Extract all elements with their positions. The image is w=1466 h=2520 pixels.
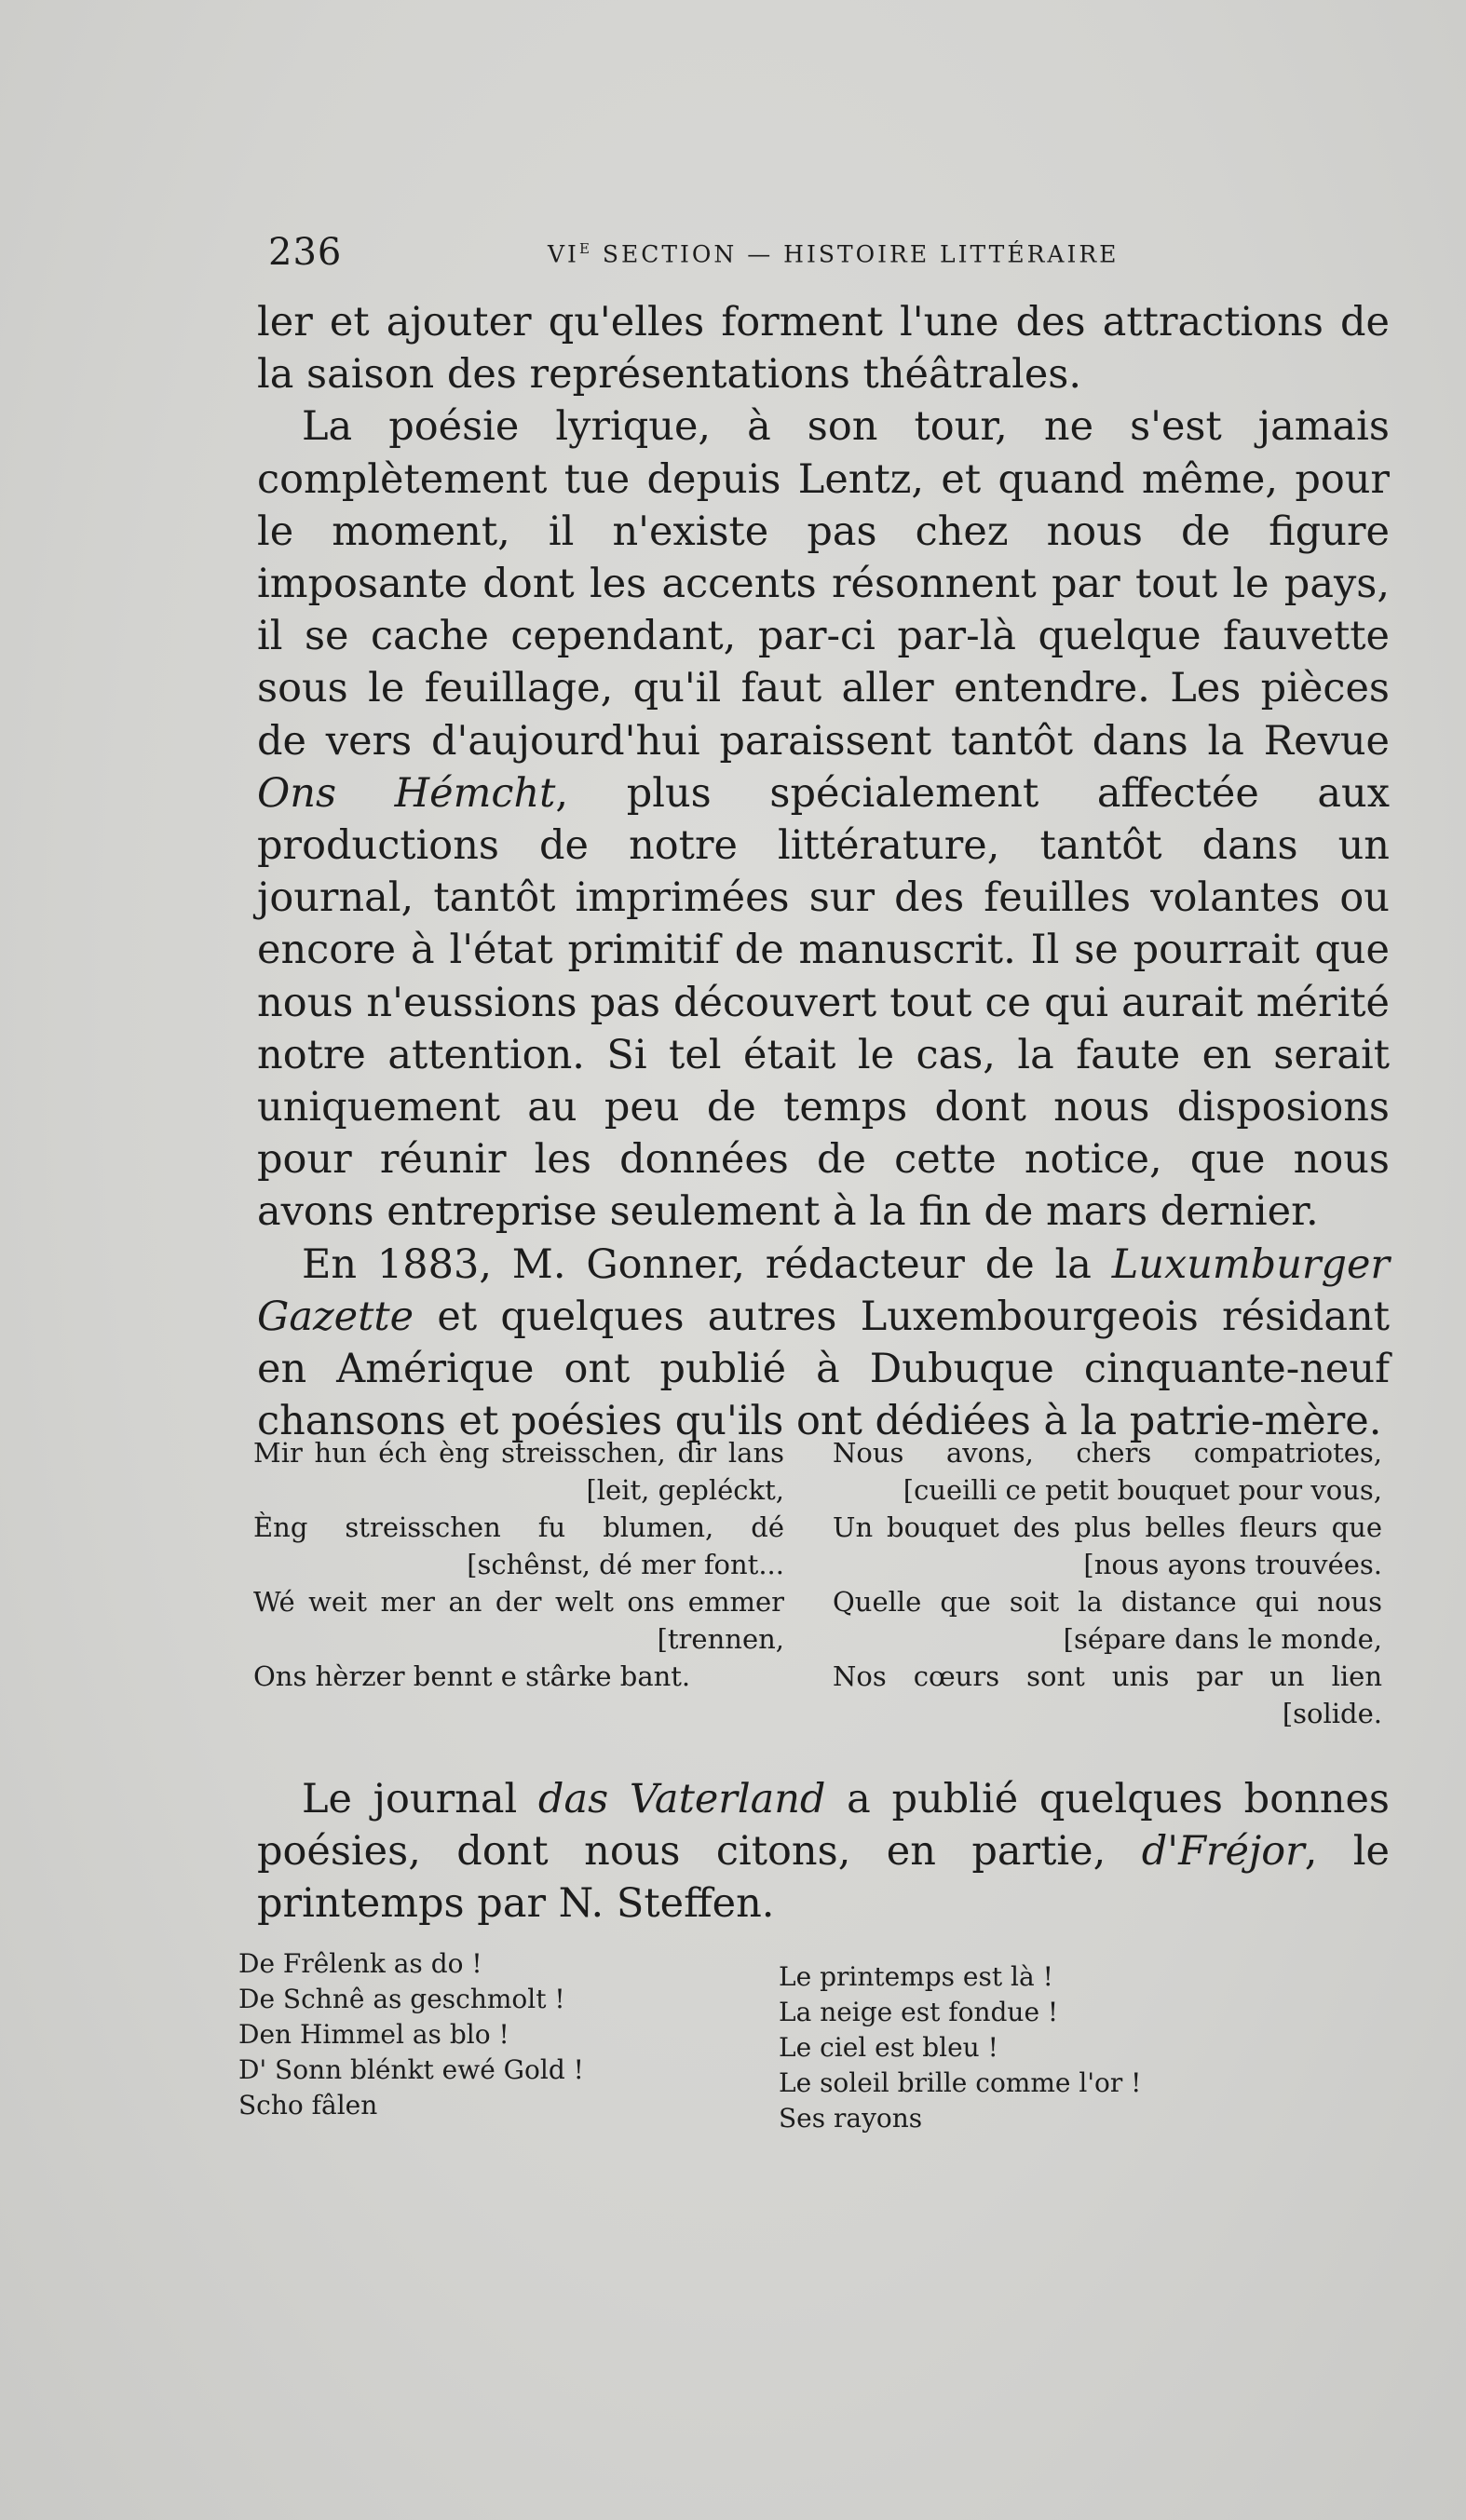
paragraph-1: ler et ajouter qu'elles forment l'une des attractions de la saison des représentations théâtrales.	[257, 299, 1390, 399]
verse-line: Den Himmel as blo !	[238, 2019, 509, 2050]
running-head-title	[548, 240, 1119, 267]
verse-quote-2	[238, 1946, 1263, 2136]
verse-line: Quelle que soit la distance qui nous	[833, 1586, 1382, 1618]
verse-line: [trennen,	[657, 1623, 784, 1655]
verse-line: Un bouquet des plus belles fleurs que	[833, 1511, 1382, 1543]
paragraph-2: La poésie lyrique, à son tour, ne s'est jamais complètement tue depuis Lentz, et quand même, pour le moment, il n'existe pas chez nous de figure imposante dont les accents résonnent par tout le pays, il se cache cependant, par-ci par-là quelque fauvette sous le feuillage, qu'il faut aller entendre. Les pièces de vers d'aujourd'hui paraissent tantôt dans la Revue Ons Hémcht, plus spécialement affectée aux productions de notre littérature, tantôt dans un journal, tantôt imprimées sur des feuilles volantes ou encore à l'état primitif de manuscrit. Il se pourrait que nous n'eussions pas découvert tout ce qui aurait mérité notre attention. Si tel était le cas, la faute en serait uniquement au peu de temps dont nous disposions pour réunir les données de cette notice, que nous avons entreprise seulement à la fin de mars dernier.	[257, 403, 1390, 1236]
verse-line: [leit, gepléckt,	[586, 1474, 784, 1506]
poem-title: d'Fréjor	[1141, 1828, 1305, 1876]
verse-line: Le soleil brille comme l'or !	[779, 2067, 1142, 2098]
verse-translation-column	[833, 1434, 1382, 1732]
verse-line: D' Sonn blénkt ewé Gold !	[238, 2054, 584, 2085]
newspaper-title: das Vaterland	[537, 1776, 826, 1822]
verse-line: Nous avons, chers compatriotes,	[833, 1437, 1382, 1469]
page-number: 236	[268, 231, 343, 274]
verse-line: [cueilli ce petit bouquet pour vous,	[903, 1474, 1382, 1506]
verse-original-column	[253, 1434, 784, 1732]
verse-line: [sépare dans le monde,	[1063, 1623, 1382, 1655]
section-number: VI	[548, 240, 579, 268]
verse-quote-1	[253, 1434, 1382, 1732]
paragraph-4: Le journal das Vaterland a publié quelques bonnes poésies, dont nous citons, en partie, d'Fréjor, le printemps par N. Steffen.	[257, 1776, 1391, 1928]
verse-line: Ses rayons	[779, 2103, 923, 2134]
verse-line: Scho fâlen	[238, 2090, 378, 2120]
body-text	[257, 296, 1390, 1447]
verse-original-column	[238, 1946, 667, 2136]
verse-line: [schênst, dé mer font...	[467, 1549, 784, 1580]
journal-title: Ons Hémcht	[257, 769, 556, 817]
verse-line: Le printemps est là !	[779, 1961, 1053, 1992]
verse-line: La neige est fondue !	[779, 1997, 1059, 2027]
verse-translation-column	[779, 1946, 1263, 2136]
verse-line: Mir hun éch èng streisschen, dir lans	[253, 1437, 784, 1469]
verse-line: [solide.	[1282, 1698, 1382, 1729]
running-header	[268, 231, 1386, 278]
section-superscript: E	[578, 240, 592, 257]
verse-line: Ons hèrzer bennt e stârke bant.	[253, 1660, 691, 1692]
verse-line: Wé weit mer an der welt ons emmer	[253, 1586, 784, 1618]
verse-line: Èng streisschen fu blumen, dé	[253, 1511, 784, 1543]
verse-line: Nos cœurs sont unis par un lien	[833, 1660, 1382, 1692]
verse-line: De Frêlenk as do !	[238, 1948, 482, 1979]
newspaper-title: Luxumburger Gazette	[257, 1240, 1390, 1340]
verse-line: Le ciel est bleu !	[779, 2032, 998, 2063]
paragraph-3: En 1883, M. Gonner, rédacteur de la Luxumburger Gazette et quelques autres Luxembourgeois résidant en Amérique ont publié à Dubuque cinquante-neuf chansons et poésies qu'ils ont dédiées à la patrie-mère.	[257, 1240, 1390, 1445]
section-title: SECTION — HISTOIRE LITTÉRAIRE	[602, 240, 1120, 268]
verse-line: De Schnê as geschmolt !	[238, 1984, 565, 2014]
verse-line: [nous ayons trouvées.	[1083, 1549, 1382, 1580]
body-text-continued	[257, 1773, 1390, 1931]
